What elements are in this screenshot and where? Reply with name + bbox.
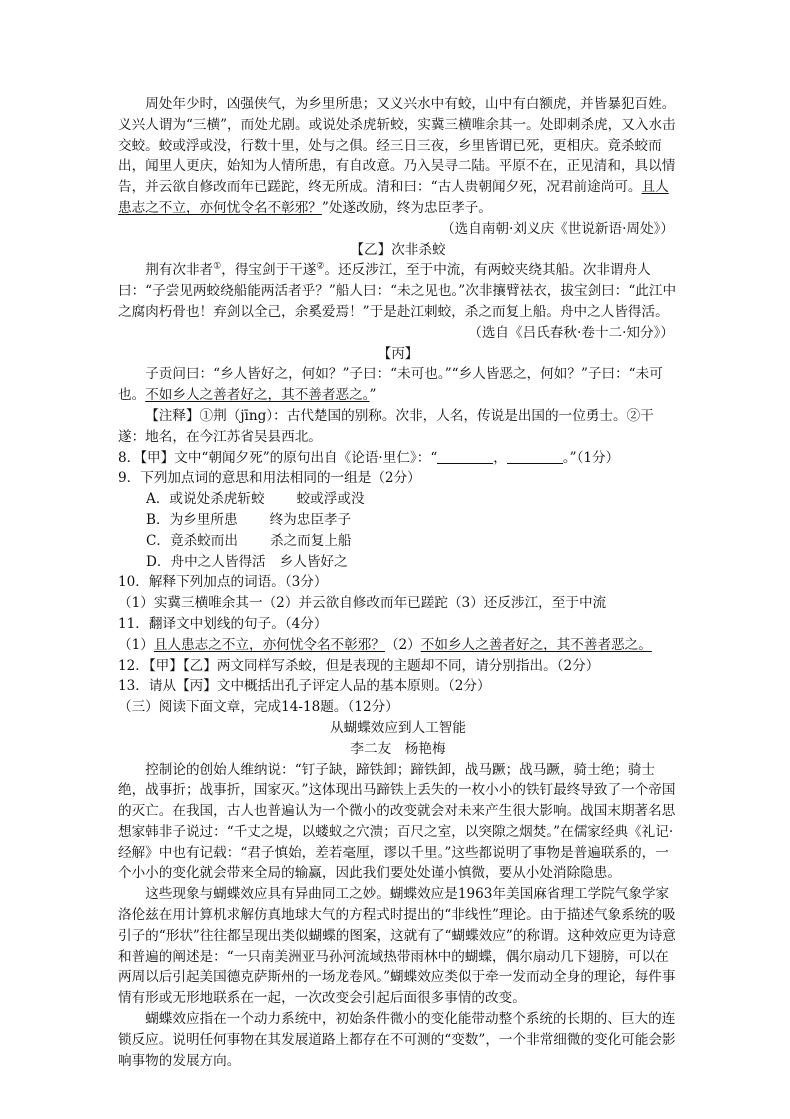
- option-left: D．舟中之人皆得活: [146, 553, 266, 570]
- translation-sentence-2: 不如乡人之善者好之，其不善者恶之。: [420, 636, 652, 653]
- option-right: 蛟或浮或没: [296, 491, 365, 508]
- item-number: （2）: [384, 636, 421, 653]
- option-right: 乡人皆好之: [279, 553, 348, 570]
- question-8-suffix: 。”（1分）: [562, 449, 620, 466]
- question-8-separator: ，: [493, 449, 507, 466]
- passage-jia-text-end: ”处遂改励，终为忠臣孝子。: [321, 199, 492, 216]
- passage-yi-title: 【乙】次非杀蛟: [350, 241, 446, 258]
- passage-bing: [118, 364, 678, 406]
- question-9-option-c: [118, 531, 678, 552]
- passage-yi-text: 荆有次非者: [145, 262, 214, 279]
- passage-jia-source: （选自南朝·刘义庆《世说新语·周处》）: [441, 220, 674, 237]
- passage-bing-underlined-sentence: 不如乡人之善者好之，其不善者恶之。: [145, 387, 370, 404]
- answer-blank-2[interactable]: [507, 449, 563, 464]
- document-content: [118, 94, 678, 1071]
- option-left: A．或说处杀虎斩蛟: [146, 491, 265, 508]
- option-right: 杀之而复上船: [269, 532, 352, 549]
- passage-bing-text-end: ”: [369, 387, 377, 404]
- question-10-items: （1）实冀三横唯余其一（2）并云欲自修改而年已蹉跎（3）还反涉江，至于中流: [118, 595, 607, 612]
- section-3-intro: （三）阅读下面文章，完成14-18题。（12分）: [118, 699, 399, 716]
- question-10: 10．解释下列加点的词语。（3分）: [118, 574, 328, 591]
- passage-jia-underlined-sentence: 且人患志之不立，亦何忧令名不彰邪？: [118, 179, 669, 216]
- question-13: 13．请从【丙】文中概括出孔子评定人品的基本原则。（2分）: [118, 678, 491, 695]
- option-left: B．为乡里所患: [146, 511, 238, 528]
- passage-jia-text: 周处年少时，凶强侠气，为乡里所患；又义兴水中有蛟，山中有白额虎，并皆暴犯百姓。义兴人谓为“三横”，而处尤剧。或说处杀虎斩蛟，实冀三横唯余其一。处即刺杀虎，又入水击交蛟。蛟或浮或没，行数十里，处与之俱。经三日三夜，乡里皆谓已死，更相庆。竟杀蛟而出，闻里人更庆，始知为人情所患，有自改意。乃入吴寻二陆。平原不在，正见清和，具以情告，并云欲自修改而年已蹉跎，终无所成。清和曰：“古人贵朝闻夕死，况君前途尚可。: [118, 96, 676, 196]
- option-left: C．竟杀蛟而出: [146, 532, 238, 549]
- footnote-marker-2: ②: [316, 261, 325, 272]
- question-11: 11．翻译文中划线的句子。（4分）: [118, 615, 328, 632]
- passage-bing-title: 【丙】: [377, 345, 419, 362]
- question-9: 9．下列加点词的意思和用法相同的一组是（2分）: [118, 470, 421, 487]
- passage-yi-source: （选自《吕氏春秋·卷十二·知分》）: [468, 324, 674, 341]
- article-paragraph-3: 蝴蝶效应指在一个动力系统中，初始条件微小的变化能带动整个系统的长期的、巨大的连锁反应。说明任何事物在其发展道路上都存在不可测的“变数”，一个非常细微的变化可能会影响事物的发展方向。: [118, 1011, 676, 1069]
- annotation-notes: 【注释】①荆（jīng）：古代楚国的别称。次非，人名，传说是出国的一位勇士。②干遂：地名，在今江苏省吴县西北。: [118, 407, 654, 445]
- footnote-marker-1: ①: [213, 261, 222, 272]
- question-8-text: 8．【甲】文中“朝闻夕死”的原句出自《论语·里仁》：“: [118, 449, 438, 466]
- question-8: [118, 448, 678, 469]
- question-11-items: [118, 635, 678, 656]
- question-12: 12．【甲】【乙】两文同样写杀蛟，但是表现的主题却不同，请分别指出。（2分）: [118, 657, 600, 674]
- passage-yi-text: 。还反涉江，至于中流，有两蛟夹绕其船。次非谓舟人曰：“子尝见两蛟绕船能两活者乎？”船人曰：“未之见也。”次非攘臂祛衣，拔宝剑曰：“此江中之腐肉朽骨也！弃剑以全己，余奚爱焉！”于是赴江刺蛟，杀之而复上船。舟中之人皆得活。: [118, 262, 677, 320]
- translation-sentence-1: 且人患志之不立，亦何忧令名不彰邪？: [153, 636, 385, 653]
- question-9-option-a: [118, 489, 678, 510]
- passage-jia: [118, 94, 678, 219]
- article-title: 从蝴蝶效应到人工智能: [330, 719, 466, 736]
- passage-yi-text: ，得宝剑于干遂: [221, 262, 317, 279]
- passage-bing-text: 子贡问曰：“乡人皆好之，何如？”子曰：“未可也。”“乡人皆恶之，何如？”子曰：“未可也。: [118, 366, 663, 404]
- item-number: （1）: [118, 636, 154, 653]
- article-paragraph-2: 这些现象与蝴蝶效应具有异曲同工之妙。蝴蝶效应是1963年美国麻省理工学院气象学家洛伦兹在用计算机求解仿真地球大气的方程式时提出的“非线性”理论。由于描述气象系统的吸引子的“形状”往往都呈现出类似蝴蝶的图案，这就有了“蝴蝶效应”的称谓。这种效应更为诗意和普遍的阐述是：“一只南美洲亚马孙河流域热带雨林中的蝴蝶，偶尔扇动几下翅膀，可以在两周以后引起美国德克萨斯州的一场龙卷风。”蝴蝶效应类似于牵一发而动全身的理论，每件事情有形或无形地联系在一起，一次改变会引起后面很多事情的改变。: [118, 886, 676, 1007]
- question-9-option-b: [118, 510, 678, 531]
- passage-yi: [118, 260, 678, 322]
- article-paragraph-1: 控制论的创始人维纳说：“钉子缺，蹄铁卸；蹄铁卸，战马蹶；战马蹶，骑士绝；骑士绝，战事折；战事折，国家灭。”这体现出马蹄铁上丢失的一枚小小的铁钉最终导致了一个帝国的灭亡。在我国，古人也普遍认为一个微小的改变就会对未来产生很大影响。战国末期著名思想家韩非子说过：“千丈之堤，以蝼蚁之穴溃；百尺之室，以突隙之烟焚。”在儒家经典《礼记·经解》中也有记载：“君子慎始，差若毫厘，谬以千里。”这些都说明了事物是普遍联系的，一个小小的变化就会带来全局的输赢，因此我们要处处谨小慎微，要从小处消除隐患。: [118, 761, 676, 882]
- answer-blank-1[interactable]: [437, 449, 493, 464]
- article-authors: 李二友 杨艳梅: [350, 740, 446, 757]
- option-right: 终为忠臣孝子: [269, 511, 352, 528]
- question-9-option-d: [118, 552, 678, 573]
